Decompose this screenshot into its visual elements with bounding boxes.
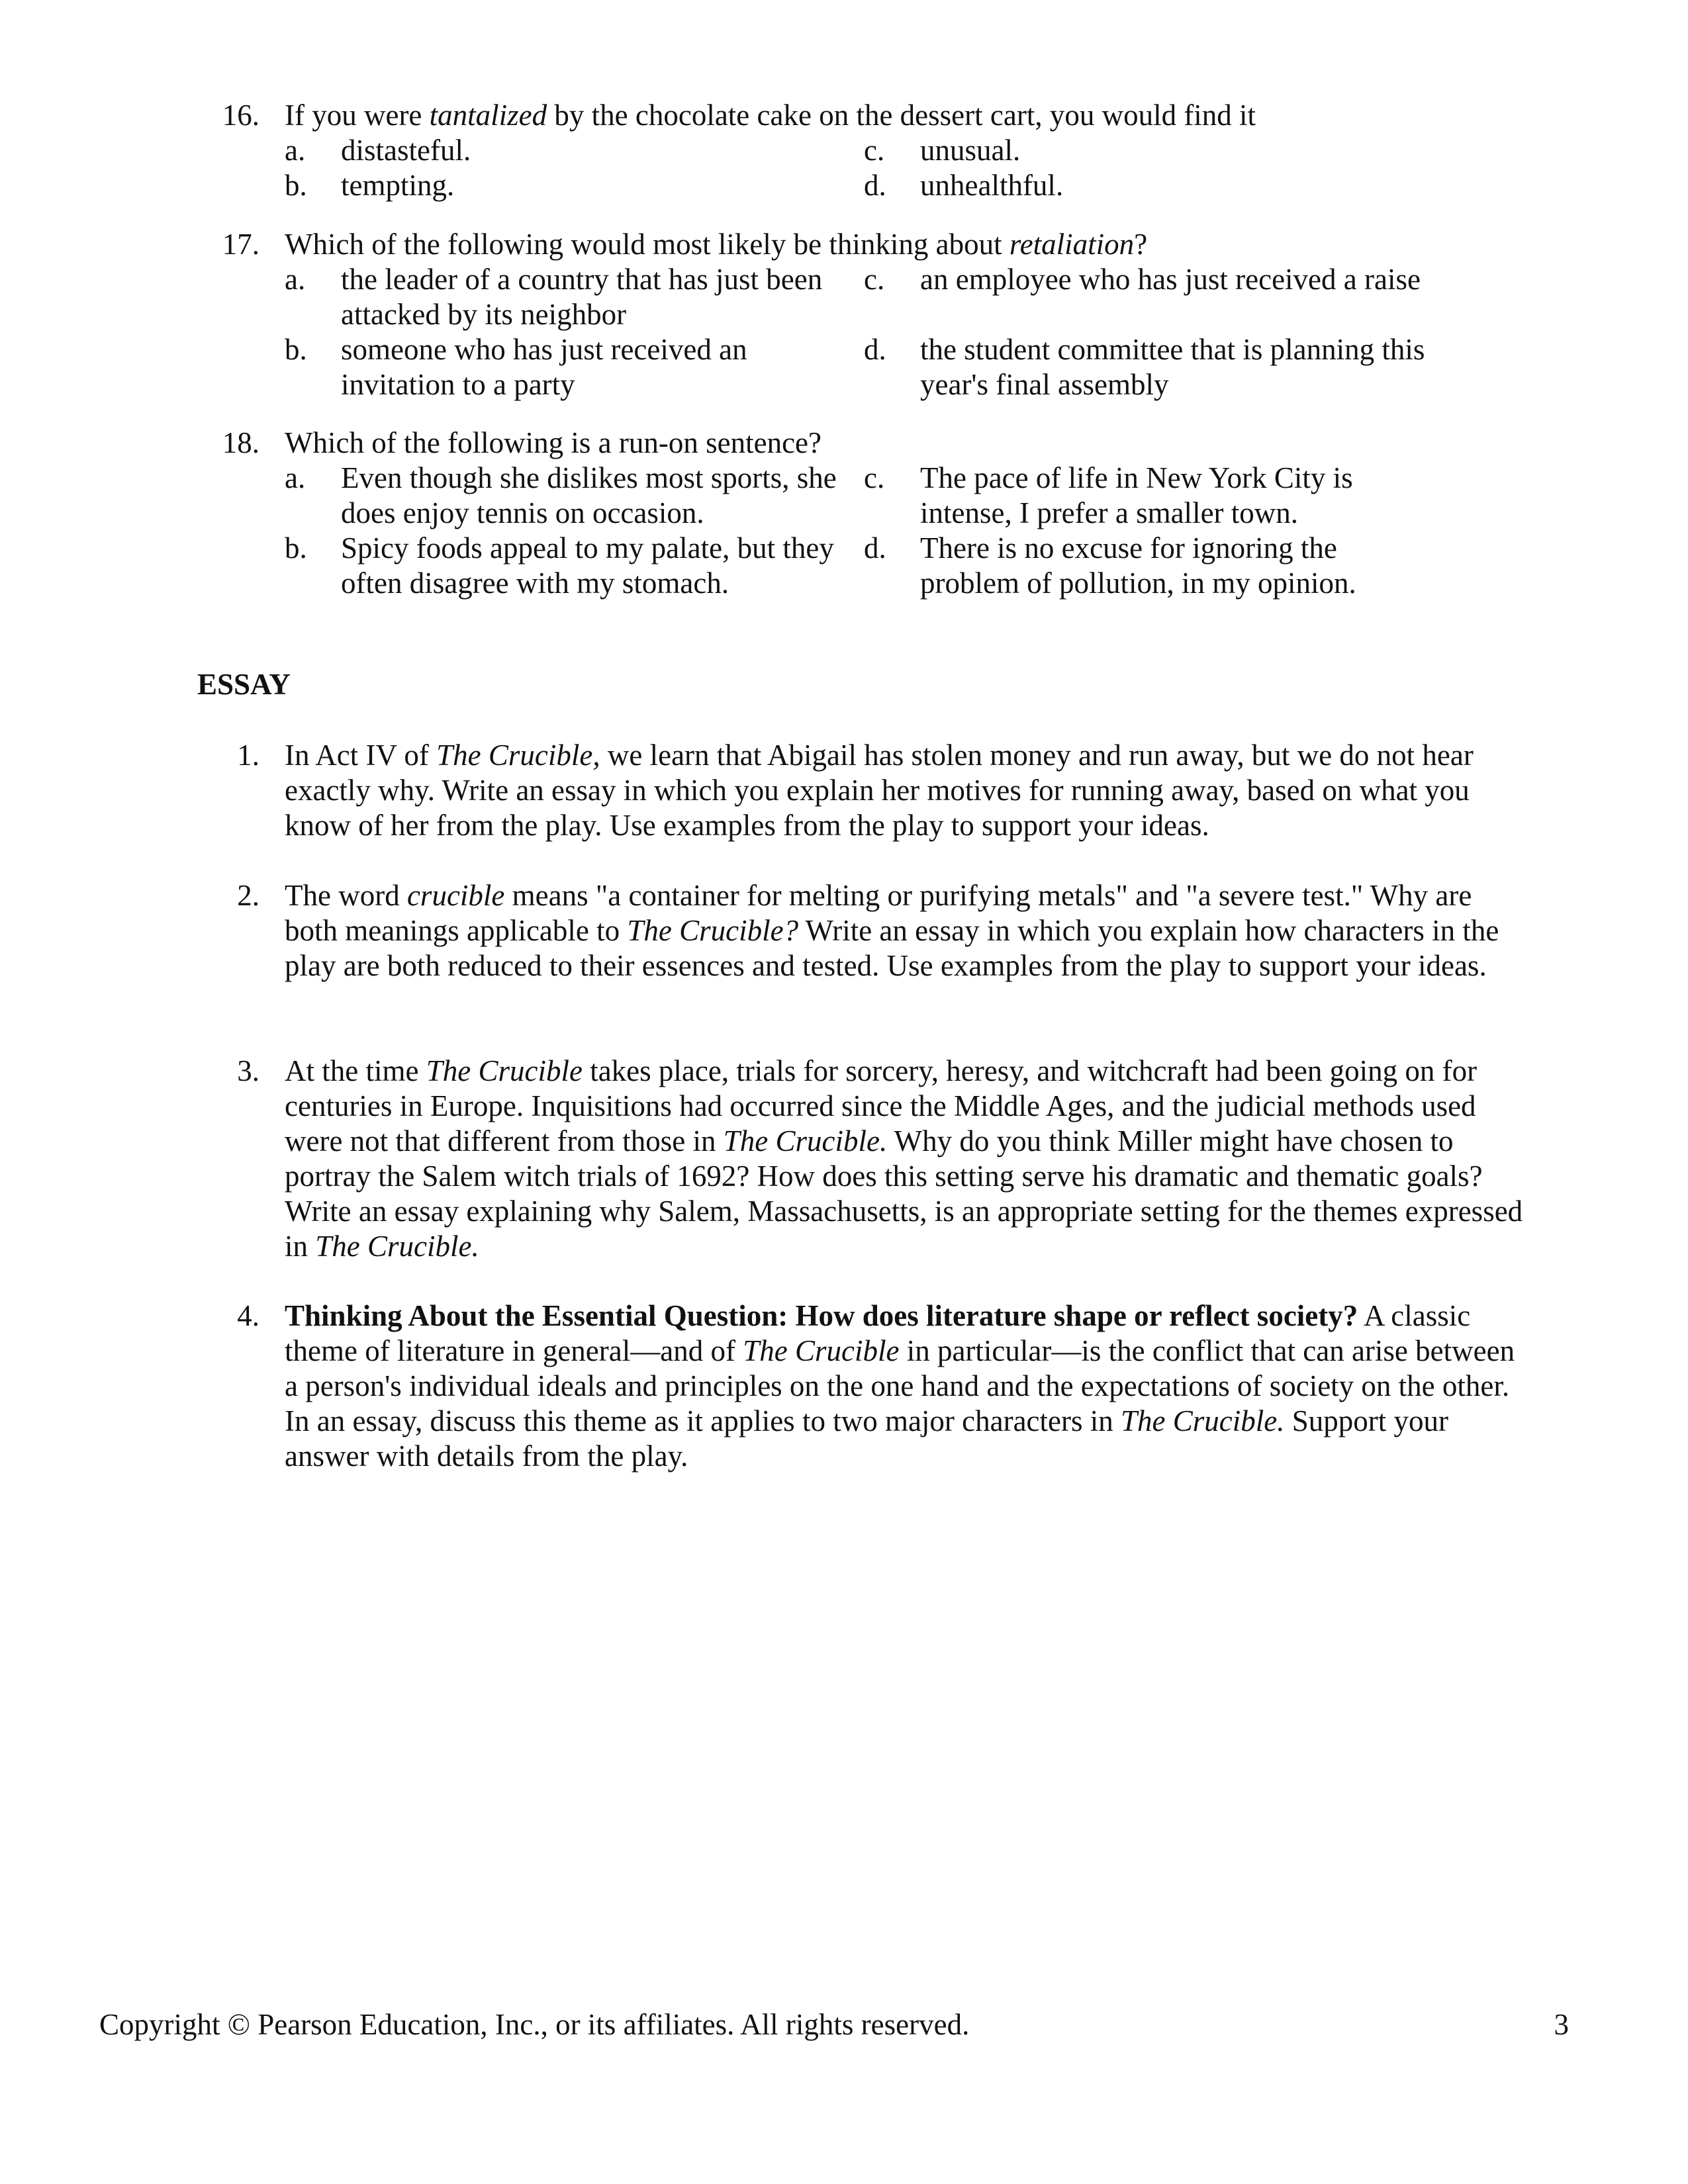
copyright-notice: Copyright © Pearson Education, Inc., or its affiliates. All rights reserved. <box>99 2008 970 2041</box>
option-b: b. someone who has just received an invitation to a party <box>285 333 747 401</box>
question-prompt: Which of the following would most likely be thinking about retaliation? <box>285 228 1148 261</box>
option-d: d. There is no excuse for ignoring the problem of pollution, in my opinion. <box>864 531 1356 600</box>
essay-text: Thinking About the Essential Question: How does literature shape or reflect society? A classic theme of literature in general—and of The Crucible in particular—is the conflict that can arise between a person's individual ideals and principles on the one hand and the expectations of society on the other. In an essay, discuss this theme as it applies to two major characters in The Crucible. Support your answer with details from the play. <box>285 1299 1515 1473</box>
page-number: 3 <box>1554 2008 1569 2041</box>
answer-options <box>285 133 1470 203</box>
question-16 <box>212 98 1470 203</box>
question-17 <box>212 227 1470 402</box>
option-c: c. The pace of life in New York City is intense, I prefer a smaller town. <box>864 461 1353 529</box>
essay-question-2 <box>212 878 1529 983</box>
essay-question-3 <box>212 1054 1529 1264</box>
option-d: d. the student committee that is planning this year's final assembly <box>864 333 1425 401</box>
question-18 <box>212 426 1470 601</box>
essay-text: The word crucible means "a container for melting or purifying metals" and "a severe test." Why are both meanings applicable to The Crucible? Write an essay in which you explain how characters in the play are both reduced to their essences and tested. Use examples from the play to support your ideas. <box>285 879 1499 982</box>
essay-question-1 <box>212 738 1529 843</box>
option-d: d. unhealthful. <box>864 169 1064 202</box>
answer-options <box>285 461 1470 601</box>
answer-options <box>285 262 1470 402</box>
essay-question-4 <box>212 1298 1529 1474</box>
question-number: 16. <box>222 99 259 132</box>
essay-heading: ESSAY <box>197 668 291 701</box>
question-number: 18. <box>222 426 259 459</box>
option-a: a. distasteful. <box>285 134 471 167</box>
option-c: c. an employee who has just received a raise <box>864 263 1421 296</box>
essay-number: 3. <box>237 1054 259 1087</box>
option-a: a. the leader of a country that has just been attacked by its neighbor <box>285 263 823 331</box>
question-prompt: Which of the following is a run-on sentence? <box>285 426 821 459</box>
question-prompt: If you were tantalized by the chocolate cake on the dessert cart, you would find it <box>285 99 1256 132</box>
essay-text: In Act IV of The Crucible, we learn that Abigail has stolen money and run away, but we do not hear exactly why. Write an essay in which you explain her motives for running away, based on what you know of her from the play. Use examples from the play to support your ideas. <box>285 739 1474 842</box>
option-b: b. Spicy foods appeal to my palate, but they often disagree with my stomach. <box>285 531 834 600</box>
essay-number: 1. <box>237 739 259 772</box>
option-c: c. unusual. <box>864 134 1021 167</box>
question-number: 17. <box>222 228 259 261</box>
option-b: b. tempting. <box>285 169 455 202</box>
essay-number: 2. <box>237 879 259 912</box>
option-a: a. Even though she dislikes most sports, she does enjoy tennis on occasion. <box>285 461 837 529</box>
essay-text: At the time The Crucible takes place, trials for sorcery, heresy, and witchcraft had been going on for centuries in Europe. Inquisitions had occurred since the Middle Ages, and the judicial methods used were not that different from those in The Crucible. Why do you think Miller might have chosen to portray the Salem witch trials of 1692? How does this setting serve his dramatic and thematic goals? Write an essay explaining why Salem, Massachusetts, is an appropriate setting for the themes expressed in The Crucible. <box>285 1054 1523 1263</box>
essay-number: 4. <box>237 1299 259 1332</box>
